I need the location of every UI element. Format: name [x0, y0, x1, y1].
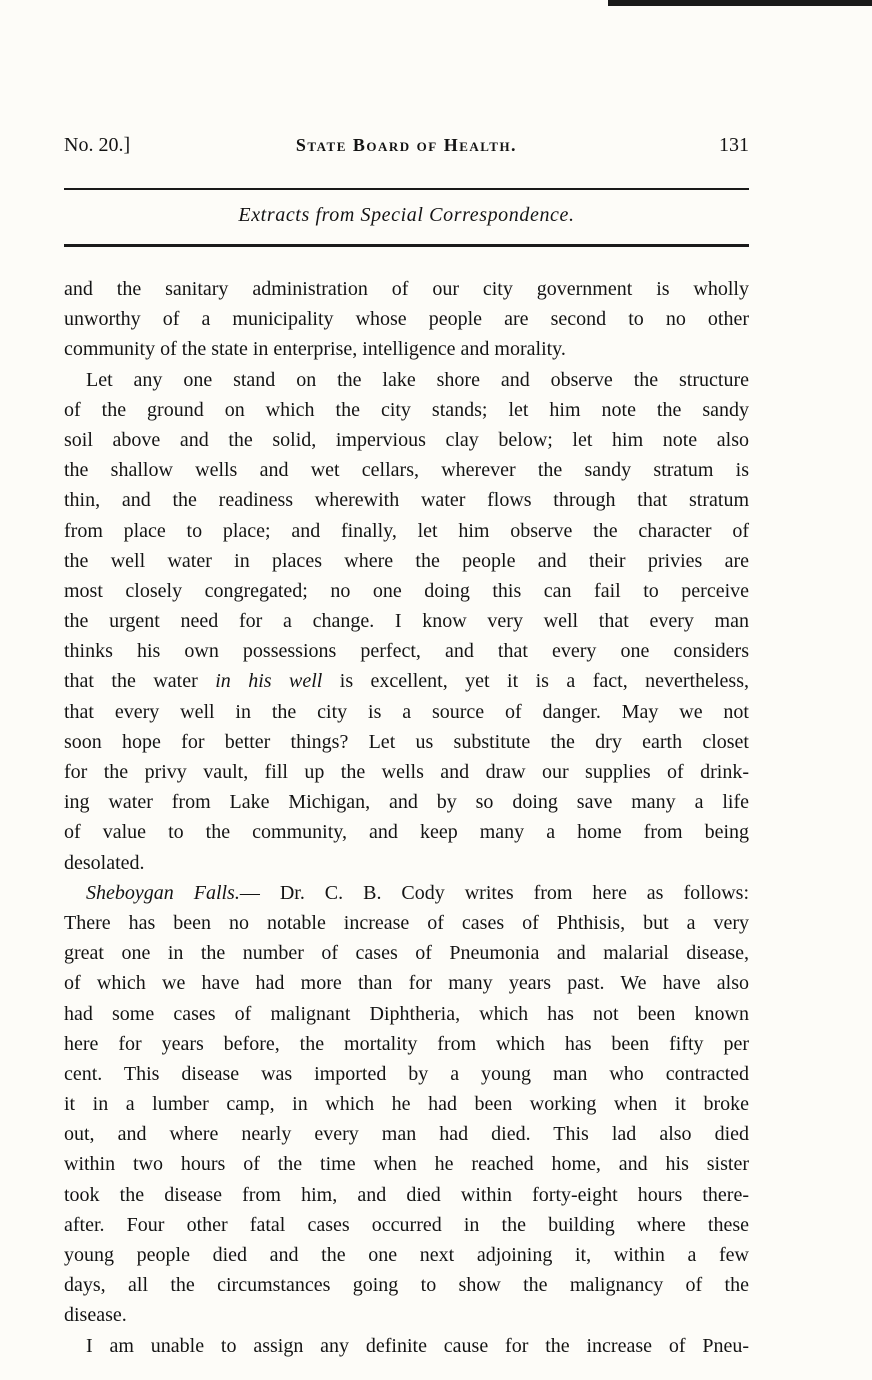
paragraph — [64, 1331, 749, 1361]
text-line: it in a lumber camp, in which he had been working when it broke — [64, 1093, 749, 1116]
text-line: out, and where nearly every man had died. This lad also died — [64, 1123, 749, 1146]
text-line: the shallow wells and wet cellars, wherever the sandy stratum is — [64, 459, 749, 482]
emphasis-text: in his well — [215, 670, 323, 693]
text-line: and the sanitary administration of our city government is wholly — [64, 278, 749, 300]
text-line: Let any one stand on the lake shore and observe the structure — [86, 368, 749, 391]
text-line: desolated. — [64, 851, 145, 874]
text-line: I am unable to assign any definite cause for the increase of Pneu- — [86, 1334, 749, 1357]
text-line — [64, 666, 749, 696]
text-line: the well water in places where the people and their privies are — [64, 549, 749, 572]
text-line: that every well in the city is a source of danger. May we not — [64, 700, 749, 723]
page-number: 131 — [719, 134, 749, 156]
text-line: took the disease from him, and died within forty-eight hours there- — [64, 1183, 749, 1206]
running-header — [64, 134, 749, 160]
page-edge-shadow — [608, 0, 872, 6]
text-line: from place to place; and finally, let him observe the character of — [64, 519, 749, 542]
running-title: State Board of Health. — [295, 135, 518, 155]
text-line: There has been no notable increase of cases of Phthisis, but a very — [64, 911, 749, 934]
text-line: the urgent need for a change. I know very well that every man — [64, 610, 749, 633]
text-line: of which we have had more than for many years past. We have also — [64, 972, 749, 995]
text-run: — Dr. C. B. Cody writes from here as follows: — [239, 881, 749, 904]
header-rule — [64, 188, 749, 190]
text-line — [64, 878, 749, 908]
text-run: that the water — [64, 670, 216, 693]
text-line: great one in the number of cases of Pneumonia and malarial disease, — [64, 942, 749, 965]
text-line: unworthy of a municipality whose people are second to no other — [64, 308, 749, 331]
document-number: No. 20.] — [64, 134, 131, 156]
body-text — [64, 274, 749, 1361]
text-run: is excellent, yet it is a fact, nevertheless, — [322, 670, 749, 693]
text-line: thin, and the readiness wherewith water flows through that stratum — [64, 489, 749, 512]
text-line: soon hope for better things? Let us substitute the dry earth closet — [64, 730, 749, 753]
text-line: here for years before, the mortality from which has been fifty per — [64, 1032, 749, 1055]
paragraph — [64, 274, 749, 365]
text-line: disease. — [64, 1304, 127, 1327]
text-line: young people died and the one next adjoining it, within a few — [64, 1244, 749, 1266]
text-line: within two hours of the time when he reached home, and his sister — [64, 1153, 749, 1176]
subheading-rule — [64, 244, 749, 247]
paragraph — [64, 878, 749, 1331]
text-line: for the privy vault, fill up the wells and draw our supplies of drink- — [64, 761, 749, 783]
text-line: of value to the community, and keep many a home from being — [64, 821, 749, 844]
text-line: thinks his own possessions perfect, and that every one considers — [64, 640, 749, 663]
text-line: community of the state in enterprise, intelligence and morality. — [64, 338, 566, 361]
text-line: ing water from Lake Michigan, and by so doing save many a life — [64, 791, 749, 814]
text-line: of the ground on which the city stands; let him note the sandy — [64, 398, 749, 421]
text-line: days, all the circumstances going to show the malignancy of the — [64, 1274, 749, 1297]
text-line: after. Four other fatal cases occurred in the building where these — [64, 1213, 749, 1236]
text-line: had some cases of malignant Diphtheria, which has not been known — [64, 1002, 749, 1025]
paragraph — [64, 365, 749, 878]
section-subheading: Extracts from Special Correspondence. — [238, 204, 575, 226]
text-line: most closely congregated; no one doing this can fail to perceive — [64, 579, 749, 602]
text-line: cent. This disease was imported by a young man who contracted — [64, 1062, 749, 1085]
text-line: soil above and the solid, impervious clay below; let him note also — [64, 428, 749, 451]
place-name: Sheboygan Falls. — [86, 881, 240, 904]
